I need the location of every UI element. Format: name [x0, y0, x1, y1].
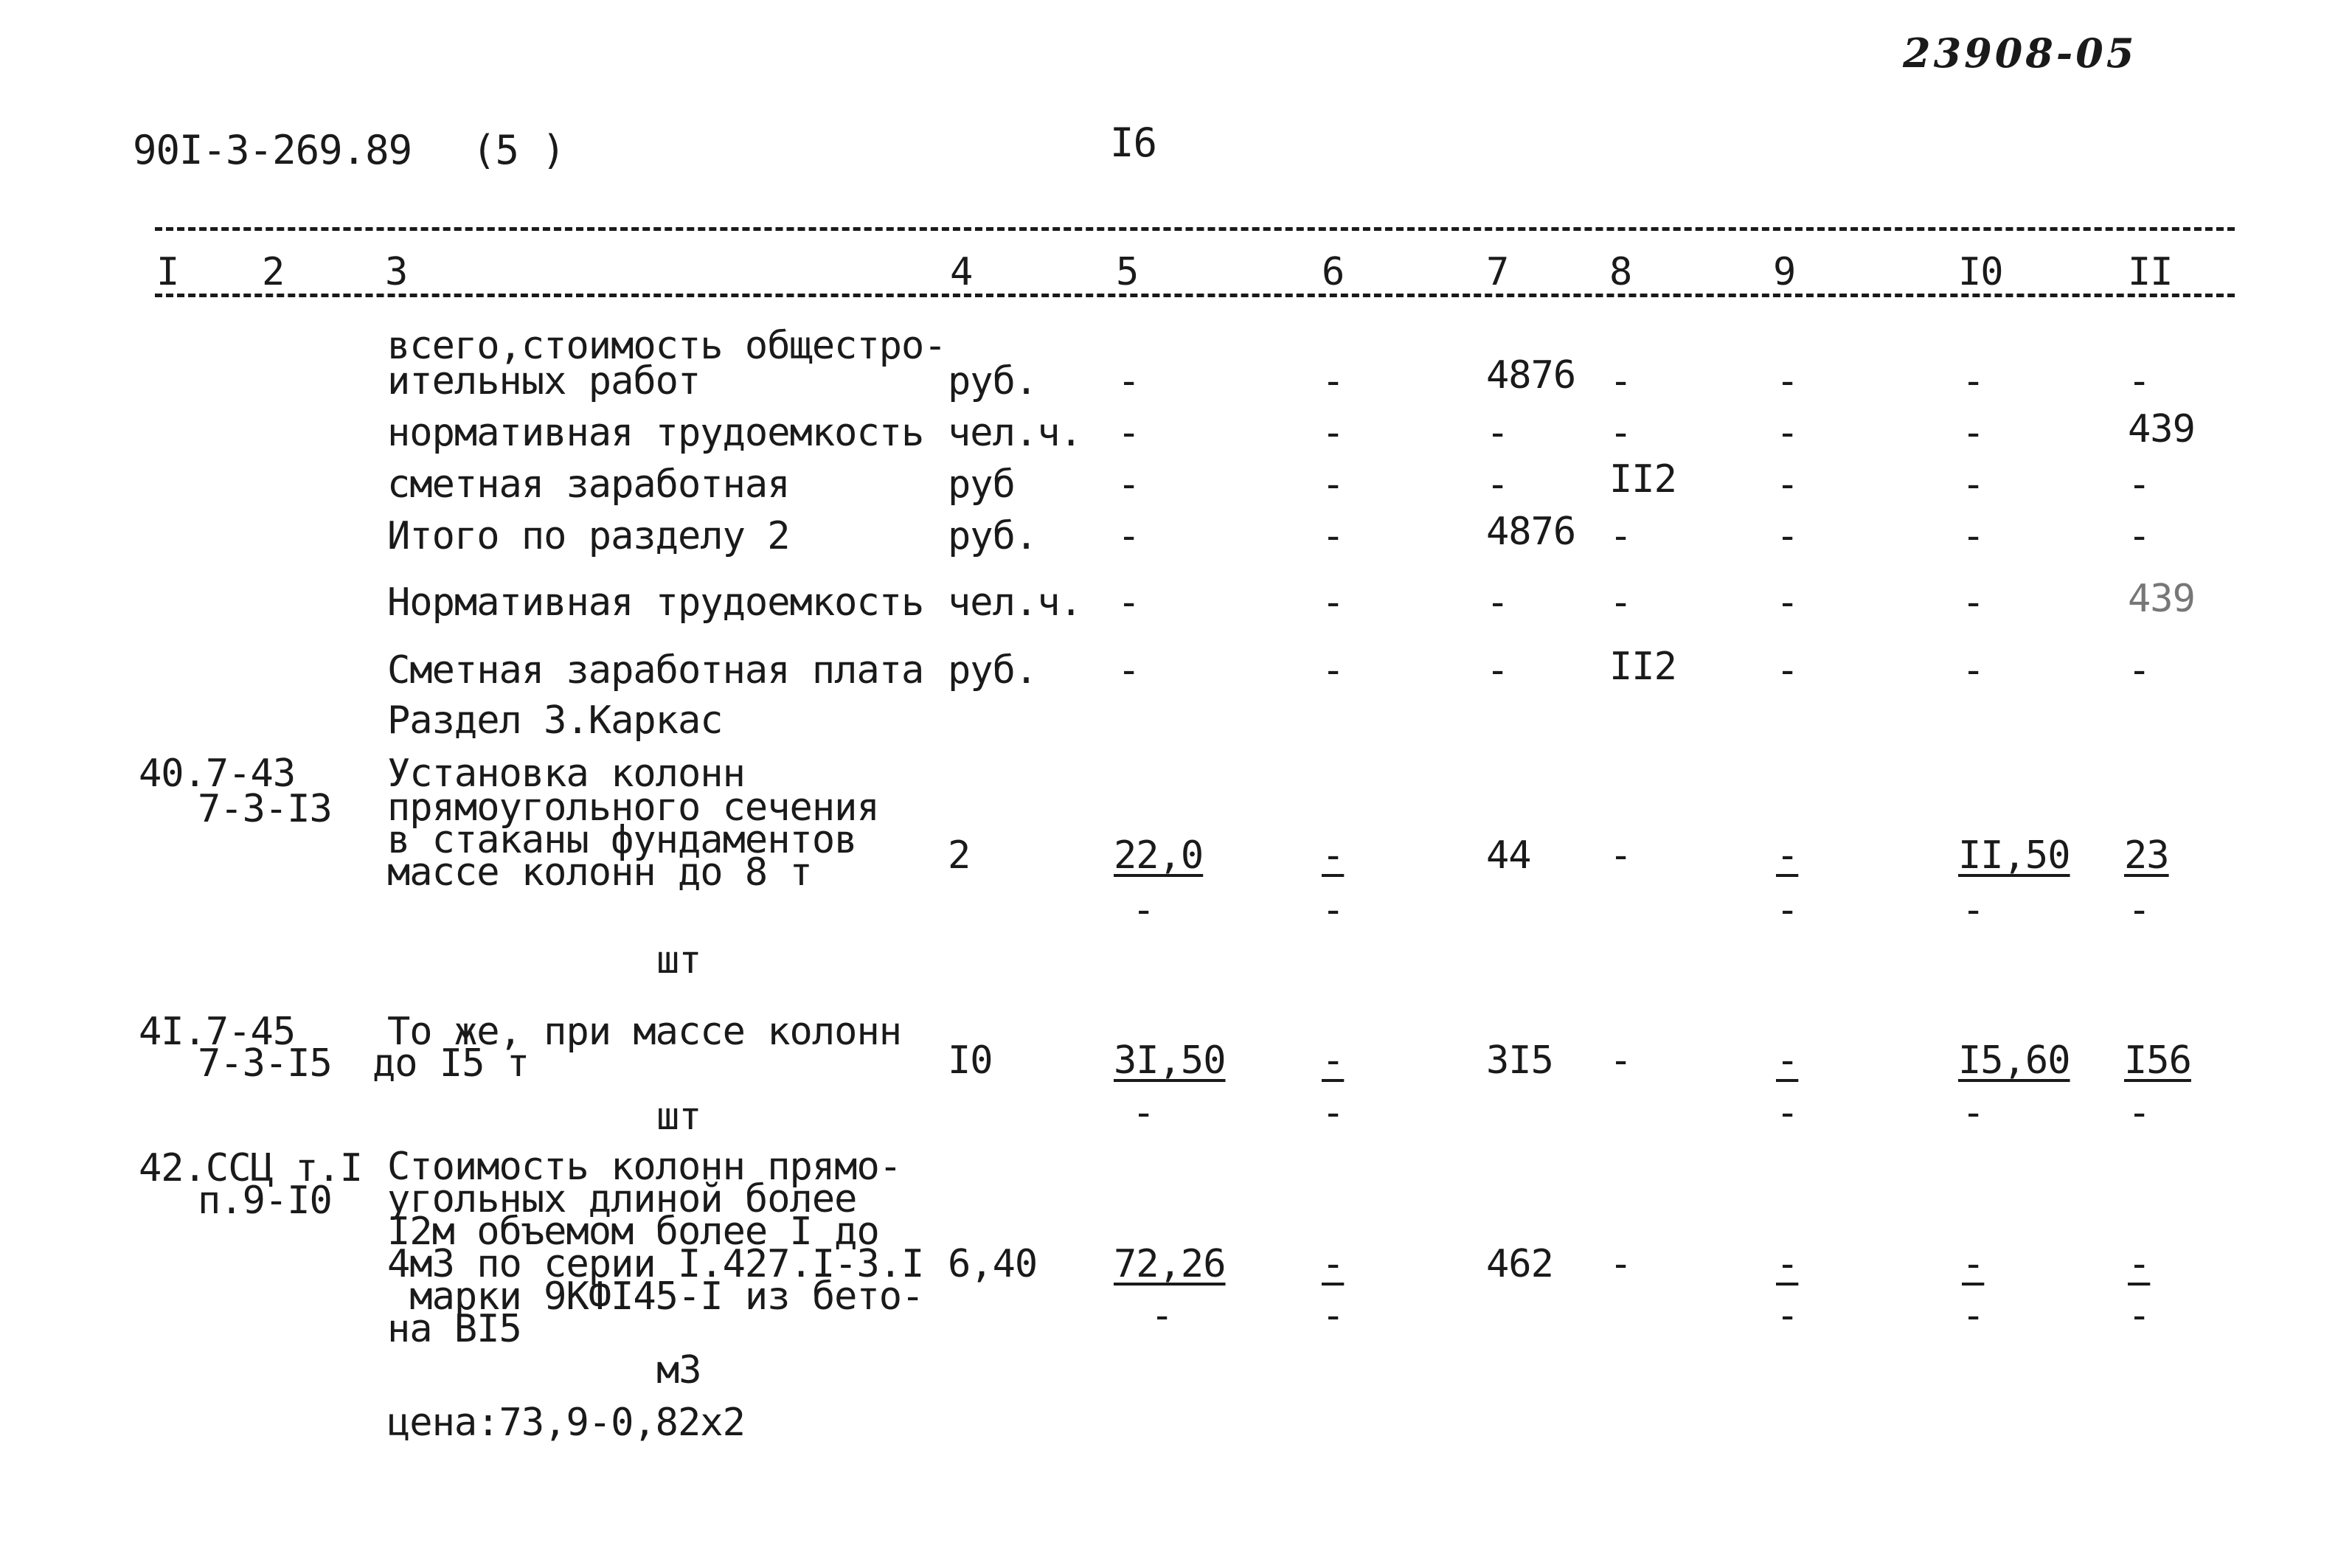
summary-c11: -	[2128, 648, 2151, 693]
item-c6: -	[1322, 833, 1345, 878]
summary-c10: -	[1962, 411, 1985, 455]
item-sub-c11: -	[2128, 888, 2151, 932]
item-sub-c10: -	[1962, 1294, 1985, 1338]
item-sub-c9: -	[1776, 1294, 1799, 1338]
summary-c8: -	[1609, 411, 1632, 455]
item-c6: -	[1322, 1038, 1345, 1083]
item-code: п.9-I0	[198, 1179, 332, 1223]
summary-row-label: Нормативная трудоемкость	[387, 580, 924, 625]
top-dashed-rule	[155, 227, 2235, 231]
col-num-9: 9	[1773, 250, 1796, 294]
item-number: 40.7-43	[139, 752, 296, 796]
item-labor-unit: I5,60	[1958, 1038, 2070, 1083]
item-unit: м3	[656, 1348, 701, 1392]
item-name-line: прямоугольного сечения	[387, 785, 879, 830]
summary-c7: -	[1486, 462, 1509, 507]
item-labor-total: 23	[2124, 833, 2169, 878]
item-name-line: массе колонн до 8 т	[387, 850, 812, 895]
header-dashed-rule	[155, 294, 2235, 297]
handwritten-number: 23908-05	[1903, 30, 2137, 77]
item-name-line: угольных длиной более	[387, 1177, 857, 1221]
summary-c9: -	[1776, 648, 1799, 693]
summary-c11: -	[2128, 514, 2151, 558]
summary-c5: -	[1117, 648, 1140, 693]
summary-c7: -	[1486, 580, 1509, 625]
summary-c10: -	[1962, 648, 1985, 693]
item-labor-unit: II,50	[1958, 833, 2070, 878]
item-sub-c5: -	[1132, 1091, 1155, 1135]
summary-c7: -	[1486, 648, 1509, 693]
document-code: 90I-3-269.89	[133, 127, 412, 173]
col-num-1: I	[156, 250, 179, 294]
summary-row-label-line2: ительных работ	[387, 359, 701, 403]
summary-row-label: сметная заработная	[387, 462, 790, 507]
item-code: 7-3-I5	[198, 1041, 332, 1086]
summary-c8: -	[1609, 514, 1632, 558]
item-total-cost: 3I5	[1486, 1038, 1553, 1083]
item-name-line: 4м3 по серии I.427.I-3.I	[387, 1242, 924, 1286]
summary-c8: II2	[1609, 457, 1676, 502]
item-name-line: Установка колонн	[387, 752, 745, 796]
summary-c11: 439	[2128, 407, 2195, 451]
item-name-line: марки 9КФI45-I из бето-	[387, 1274, 924, 1319]
item-labor-total: I56	[2124, 1038, 2191, 1083]
item-name-line: Стоимость колонн прямо-	[387, 1145, 902, 1189]
summary-c6: -	[1322, 359, 1345, 403]
item-total-cost: 44	[1486, 833, 1531, 878]
summary-row-label: нормативная трудоемкость	[387, 411, 924, 455]
item-number: 42.ССЦ т.I	[139, 1146, 363, 1190]
item-sub-c6: -	[1322, 888, 1345, 932]
col-num-5: 5	[1116, 250, 1139, 294]
col-num-6: 6	[1322, 250, 1345, 294]
col-num-4: 4	[950, 250, 973, 294]
summary-row-unit: руб.	[948, 359, 1038, 403]
summary-c6: -	[1322, 580, 1345, 625]
item-c9: -	[1776, 833, 1799, 878]
item-c8: -	[1609, 1242, 1632, 1286]
item-c9: -	[1776, 1242, 1799, 1286]
summary-c8: II2	[1609, 645, 1676, 689]
item-sub-c10: -	[1962, 888, 1985, 932]
item-c10: -	[1962, 1242, 1985, 1286]
item-sub-c9: -	[1776, 1091, 1799, 1135]
item-sub-c10: -	[1962, 1091, 1985, 1135]
summary-c8: -	[1609, 580, 1632, 625]
item-sub-c9: -	[1776, 888, 1799, 932]
item-quantity: 2	[948, 833, 971, 878]
item-sub-c11: -	[2128, 1294, 2151, 1338]
summary-c6: -	[1322, 648, 1345, 693]
item-sub-c5: -	[1132, 888, 1155, 932]
item-name-line: I2м объемом более I до	[387, 1210, 879, 1254]
summary-row-unit: руб	[948, 462, 1015, 507]
summary-row-label-line1: всего,стоимость общестро-	[387, 324, 946, 368]
price-note: цена:73,9-0,82х2	[387, 1401, 745, 1445]
summary-row-label: Итого по разделу 2	[387, 514, 790, 558]
summary-c9: -	[1776, 359, 1799, 403]
item-c11: -	[2128, 1242, 2151, 1286]
item-quantity: 6,40	[948, 1242, 1038, 1286]
summary-c7: 4876	[1486, 353, 1576, 398]
section-number: (5 )	[472, 127, 566, 173]
item-name-line: на BI5	[387, 1307, 521, 1351]
item-number: 4I.7-45	[139, 1010, 296, 1054]
item-unit-price: 72,26	[1114, 1242, 1226, 1286]
item-unit-price: 3I,50	[1114, 1038, 1226, 1083]
summary-c8: -	[1609, 359, 1632, 403]
summary-c9: -	[1776, 580, 1799, 625]
item-sub-c5: -	[1151, 1294, 1173, 1338]
item-sub-c6: -	[1322, 1294, 1345, 1338]
col-num-2: 2	[262, 250, 285, 294]
col-num-8: 8	[1609, 250, 1632, 294]
item-c6: -	[1322, 1242, 1345, 1286]
item-code: 7-3-I3	[198, 787, 332, 831]
summary-c9: -	[1776, 514, 1799, 558]
summary-c9: -	[1776, 411, 1799, 455]
item-name-line: в стаканы фундаментов	[387, 818, 857, 862]
section-title: Раздел 3.Каркас	[387, 698, 723, 743]
summary-c10: -	[1962, 514, 1985, 558]
summary-row-unit: руб.	[948, 648, 1038, 693]
item-quantity: I0	[948, 1038, 993, 1083]
summary-c5: -	[1117, 411, 1140, 455]
summary-row-label: Сметная заработная плата	[387, 648, 924, 693]
summary-c11: 439	[2128, 577, 2195, 621]
col-num-10: I0	[1958, 250, 2003, 294]
summary-c5: -	[1117, 514, 1140, 558]
summary-c10: -	[1962, 359, 1985, 403]
summary-row-unit: чел.ч.	[948, 580, 1082, 625]
item-c8: -	[1609, 833, 1632, 878]
summary-c5: -	[1117, 580, 1140, 625]
summary-c7: -	[1486, 411, 1509, 455]
item-unit: шт	[656, 938, 701, 982]
col-num-3: 3	[385, 250, 408, 294]
item-unit: шт	[656, 1095, 701, 1139]
item-c9: -	[1776, 1038, 1799, 1083]
summary-c6: -	[1322, 411, 1345, 455]
summary-c6: -	[1322, 462, 1345, 507]
summary-c6: -	[1322, 514, 1345, 558]
item-unit-price: 22,0	[1114, 833, 1204, 878]
summary-c5: -	[1117, 359, 1140, 403]
summary-c11: -	[2128, 462, 2151, 507]
summary-c9: -	[1776, 462, 1799, 507]
summary-c10: -	[1962, 580, 1985, 625]
summary-row-unit: руб.	[948, 514, 1038, 558]
item-sub-c11: -	[2128, 1091, 2151, 1135]
summary-c7: 4876	[1486, 510, 1576, 554]
summary-c10: -	[1962, 462, 1985, 507]
col-num-7: 7	[1486, 250, 1509, 294]
summary-row-unit: чел.ч.	[948, 411, 1082, 455]
item-name-line: до I5 т	[372, 1041, 530, 1086]
item-sub-c6: -	[1322, 1091, 1345, 1135]
item-c8: -	[1609, 1038, 1632, 1083]
summary-c5: -	[1117, 462, 1140, 507]
item-total-cost: 462	[1486, 1242, 1553, 1286]
summary-c11: -	[2128, 359, 2151, 403]
col-num-11: II	[2128, 250, 2173, 294]
page-number: I6	[1110, 119, 1157, 166]
item-name-line: То же, при массе колонн	[387, 1010, 902, 1054]
